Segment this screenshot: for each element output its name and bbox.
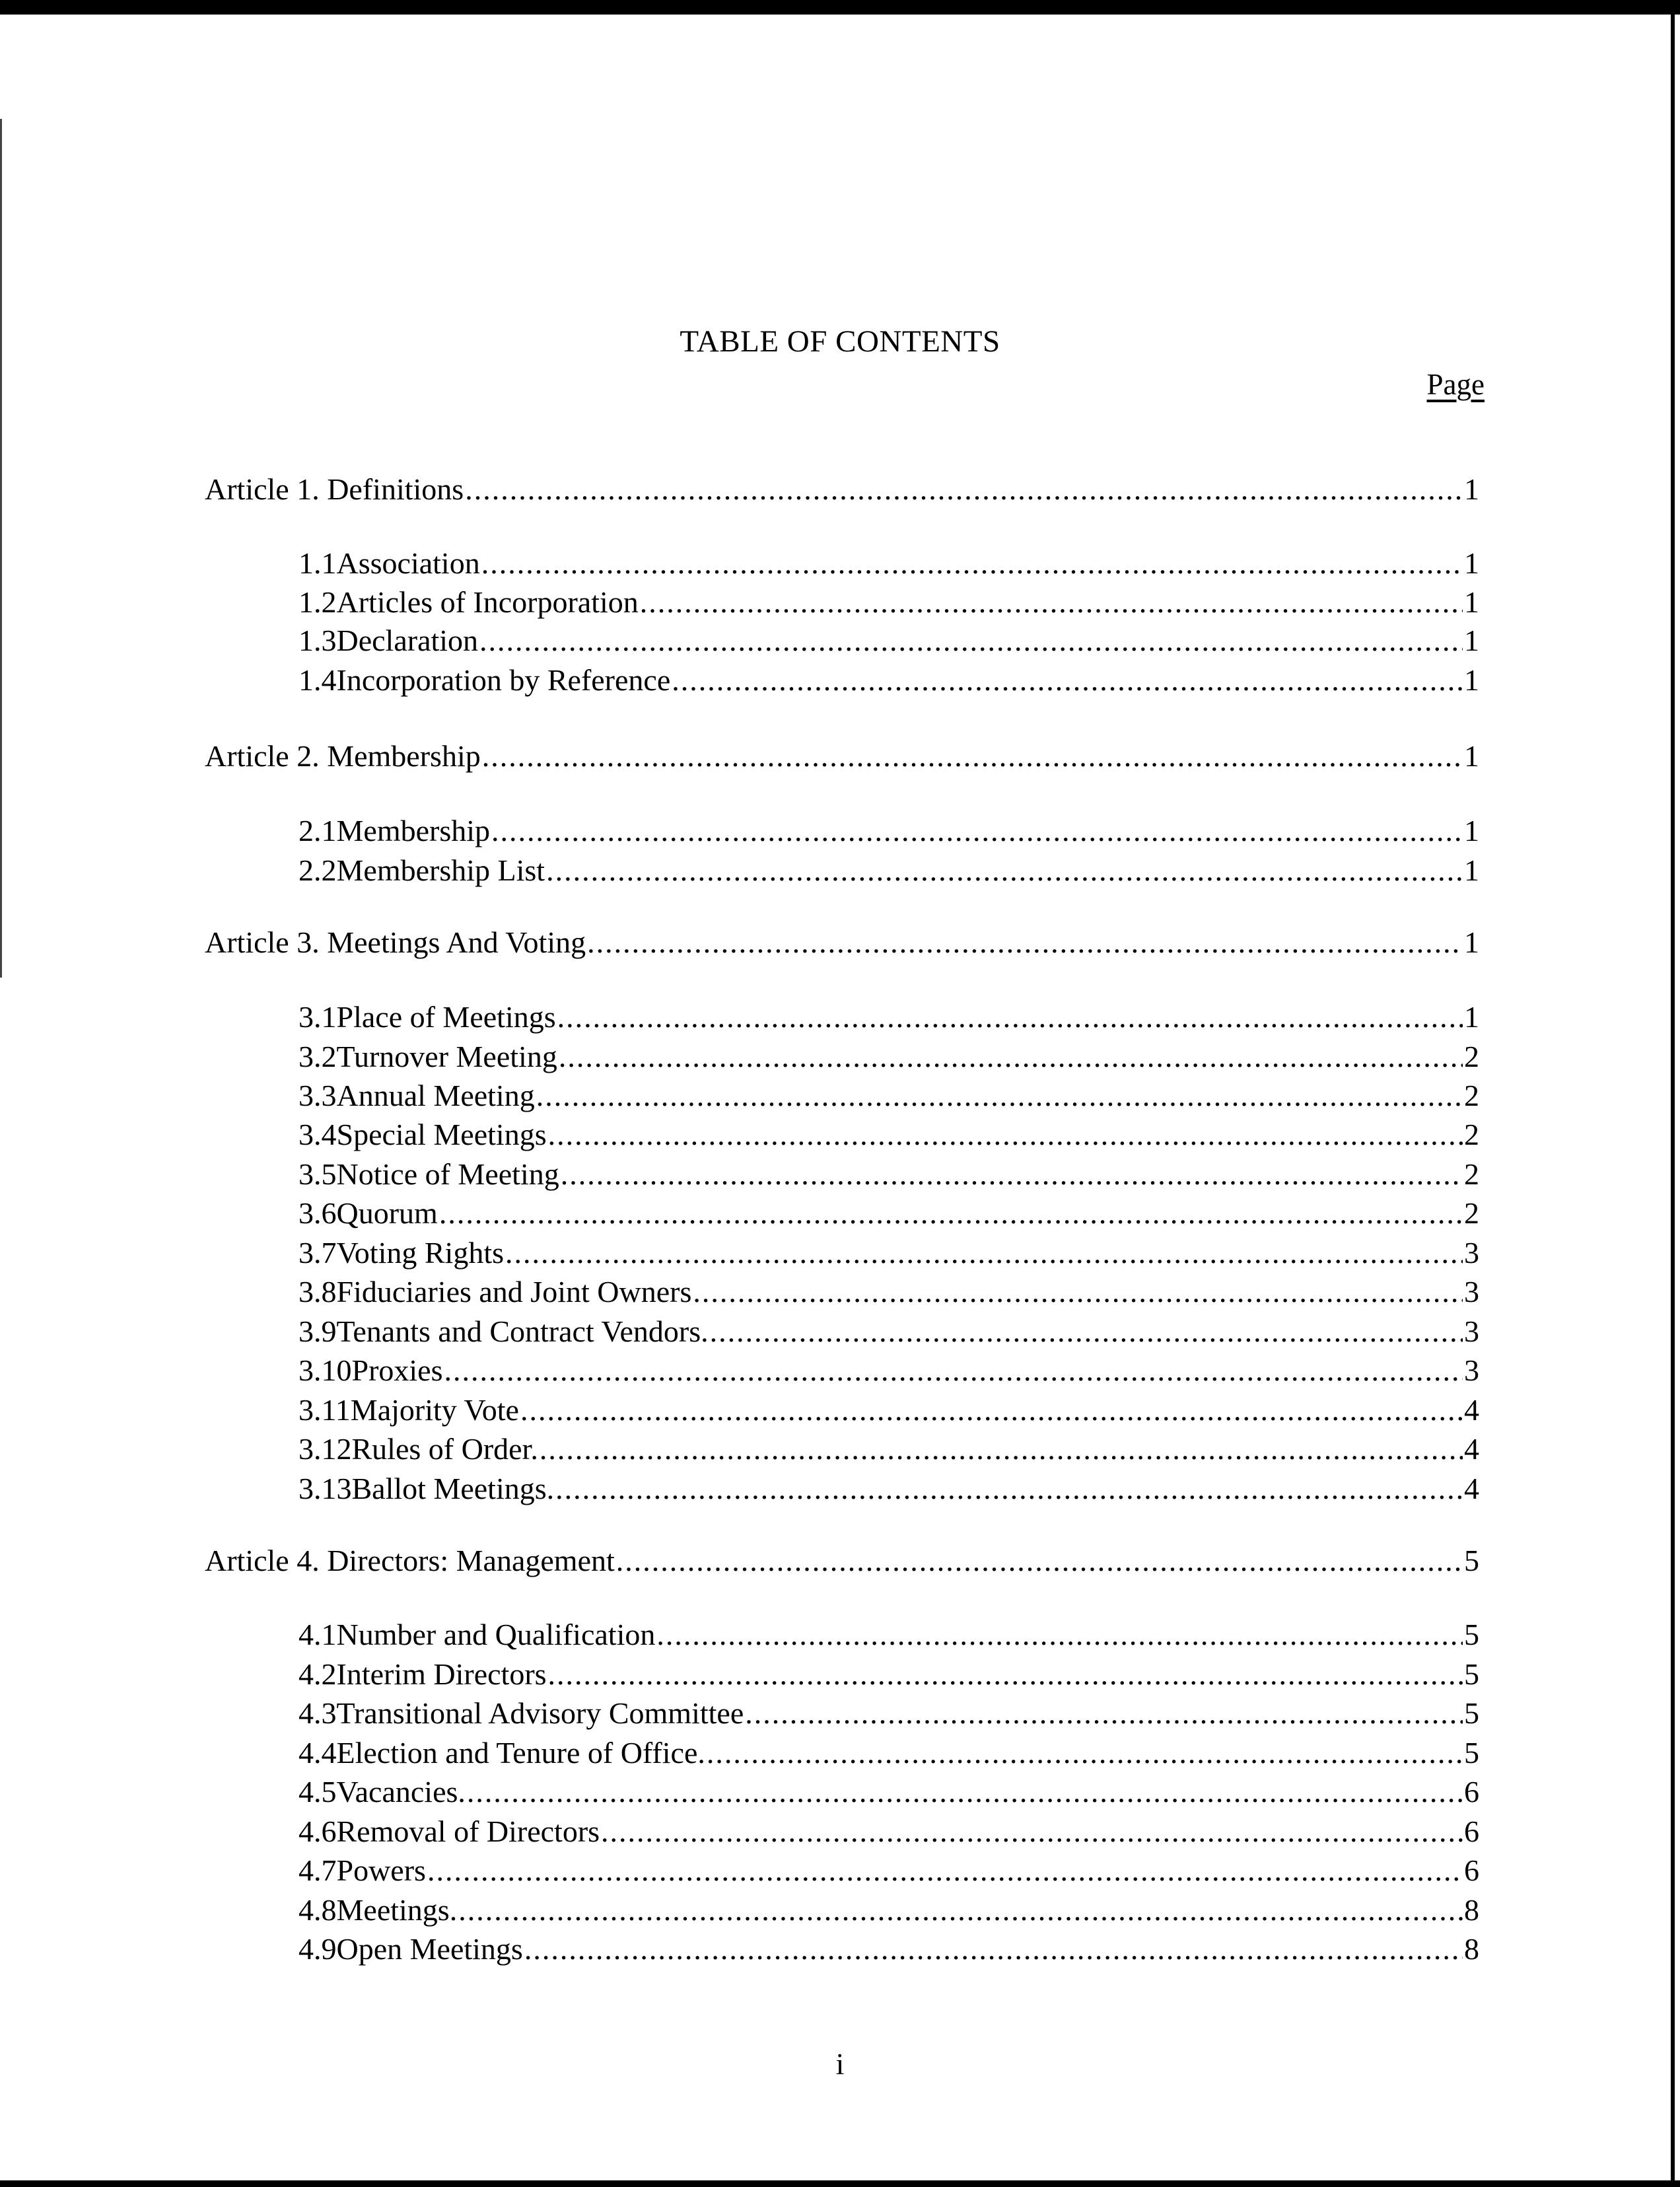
toc-article-entry — [205, 1542, 1479, 1580]
toc-entry-title: Majority Vote — [350, 1393, 519, 1427]
dot-leader — [548, 1655, 1463, 1694]
toc-section-number: 1.3 — [298, 624, 337, 657]
toc-section-entry — [298, 1616, 1479, 1654]
toc-page-number: 1 — [1464, 925, 1479, 959]
toc-section-number: 3.4 — [298, 1118, 337, 1151]
toc-page-number: 5 — [1464, 1696, 1479, 1730]
dot-leader — [561, 1155, 1463, 1194]
toc-section-number: 3.10 — [298, 1353, 352, 1387]
page-number-footer: i — [835, 2047, 845, 2081]
toc-section-entry — [298, 1351, 1479, 1390]
dot-leader — [491, 812, 1463, 850]
dot-leader — [710, 1312, 1463, 1351]
toc-page-number: 8 — [1464, 1932, 1479, 1966]
dot-leader — [707, 1734, 1463, 1772]
toc-section-number: 4.6 — [298, 1814, 337, 1848]
dot-leader — [745, 1694, 1463, 1733]
toc-section-number: 3.13 — [298, 1472, 352, 1505]
dot-leader — [505, 1234, 1463, 1272]
dot-leader — [465, 470, 1463, 509]
toc-article-entry — [205, 470, 1479, 509]
toc-entry-title: Turnover Meeting — [336, 1040, 557, 1073]
toc-entry-title: Article 1. Definitions — [205, 472, 464, 506]
toc-entry-title: Interim Directors — [336, 1657, 547, 1691]
toc-page-number: 4 — [1464, 1432, 1479, 1466]
toc-section-entry — [298, 1470, 1479, 1508]
toc-page-number: 1 — [1464, 624, 1479, 657]
toc-entry-title: Tenants and Contract Vendors. — [336, 1314, 709, 1348]
toc-entry-title: Removal of Directors — [336, 1814, 600, 1848]
toc-section-number: 4.7 — [298, 1853, 337, 1887]
toc-entry-title: Fiduciaries and Joint Owners — [336, 1275, 692, 1309]
toc-section-number: 4.4 — [298, 1736, 337, 1770]
toc-section-entry — [298, 1391, 1479, 1429]
dot-leader — [482, 737, 1463, 775]
toc-entry-title: Declaration — [336, 624, 479, 657]
dot-leader — [536, 1077, 1463, 1115]
dot-leader — [444, 1351, 1463, 1390]
toc-page-number: 1 — [1464, 585, 1479, 619]
toc-page-number: 1 — [1464, 472, 1479, 506]
toc-page-number: 1 — [1464, 853, 1479, 887]
toc-page-number: 3 — [1464, 1314, 1479, 1348]
toc-entry-title: Ballot Meetings. — [351, 1472, 555, 1505]
dot-leader — [520, 1391, 1463, 1429]
toc-section-entry — [298, 1655, 1479, 1694]
dot-leader — [616, 1542, 1463, 1580]
toc-section-number: 3.1 — [298, 1000, 337, 1034]
dot-leader — [656, 1616, 1463, 1654]
page-column-heading: Page — [1426, 368, 1485, 401]
toc-page-number: 4 — [1464, 1393, 1479, 1427]
dot-leader — [672, 661, 1463, 699]
toc-entry-title: Quorum — [336, 1196, 438, 1230]
toc-entry-title: Election and Tenure of Office. — [336, 1736, 705, 1770]
toc-section-number: 3.6 — [298, 1196, 337, 1230]
toc-article-entry — [205, 737, 1479, 775]
toc-section-entry — [298, 583, 1479, 622]
toc-entry-title: Association — [336, 546, 480, 580]
toc-section-entry — [298, 1773, 1479, 1811]
toc-entry-title: Notice of Meeting — [336, 1157, 559, 1191]
toc-section-number: 4.5 — [298, 1775, 337, 1809]
toc-section-number: 4.8 — [298, 1893, 337, 1927]
toc-entry-title: Open Meetings — [336, 1932, 523, 1966]
toc-page-number: 6 — [1464, 1814, 1479, 1848]
toc-entry-title: Article 2. Membership — [205, 739, 481, 773]
toc-entry-title: Article 4. Directors: Management — [205, 1544, 615, 1577]
toc-page-number: 2 — [1464, 1196, 1479, 1230]
toc-section-entry — [298, 1038, 1479, 1076]
toc-section-entry — [298, 1930, 1479, 1968]
toc-entry-title: Voting Rights — [336, 1236, 504, 1270]
toc-section-number: 4.3 — [298, 1696, 337, 1730]
toc-page-number: 5 — [1464, 1736, 1479, 1770]
toc-entry-title: Membership List — [336, 853, 545, 887]
toc-entry-title: Articles of Incorporation — [336, 585, 639, 619]
toc-section-number: 2.2 — [298, 853, 337, 887]
toc-section-entry — [298, 1312, 1479, 1351]
toc-entry-title: Membership — [336, 814, 491, 847]
toc-section-number: 2.1 — [298, 814, 337, 847]
toc-section-entry — [298, 812, 1479, 850]
toc-section-number: 1.2 — [298, 585, 337, 619]
toc-section-entry — [298, 622, 1479, 660]
toc-section-number: 3.11 — [298, 1393, 351, 1427]
toc-section-entry — [298, 1273, 1479, 1311]
dot-leader — [587, 923, 1463, 962]
dot-leader — [555, 1470, 1463, 1508]
dot-leader — [439, 1194, 1463, 1233]
toc-entry-title: Transitional Advisory Committee — [336, 1696, 744, 1730]
toc-section-entry — [298, 998, 1479, 1036]
toc-section-number: 3.5 — [298, 1157, 337, 1191]
toc-entry-title: Rules of Order. — [351, 1432, 538, 1466]
toc-entry-title: Special Meetings — [336, 1118, 547, 1151]
toc-section-entry — [298, 1851, 1479, 1890]
dot-leader — [557, 998, 1463, 1036]
toc-section-number: 3.7 — [298, 1236, 337, 1270]
toc-section-entry — [298, 1234, 1479, 1272]
dot-leader — [427, 1851, 1463, 1890]
toc-page-number: 2 — [1464, 1040, 1479, 1073]
toc-article-entry — [205, 923, 1479, 962]
toc-section-number: 3.12 — [298, 1432, 352, 1466]
toc-page-number: 4 — [1464, 1472, 1479, 1505]
dot-leader — [546, 851, 1463, 890]
toc-section-number: 1.1 — [298, 546, 337, 580]
toc-section-entry — [298, 851, 1479, 890]
page-title: TABLE OF CONTENTS — [680, 324, 1000, 359]
toc-section-entry — [298, 1812, 1479, 1851]
toc-entry-title: Annual Meeting — [336, 1079, 535, 1112]
toc-page-number: 3 — [1464, 1353, 1479, 1387]
toc-page-number: 6 — [1464, 1775, 1479, 1809]
toc-section-entry — [298, 1694, 1479, 1733]
toc-page-number: 2 — [1464, 1157, 1479, 1191]
toc-entry-title: Powers — [336, 1853, 426, 1887]
dot-leader — [693, 1273, 1463, 1311]
toc-section-entry — [298, 1155, 1479, 1194]
dot-leader — [559, 1038, 1463, 1076]
dot-leader — [481, 544, 1463, 583]
toc-page-number: 5 — [1464, 1657, 1479, 1691]
toc-page-number: 3 — [1464, 1275, 1479, 1309]
toc-section-entry — [298, 1116, 1479, 1154]
dot-leader — [479, 622, 1463, 660]
toc-section-entry — [298, 1194, 1479, 1233]
toc-entry-title: Number and Qualification — [336, 1618, 656, 1651]
toc-page-number: 6 — [1464, 1853, 1479, 1887]
dot-leader — [524, 1930, 1463, 1968]
dot-leader — [640, 583, 1463, 622]
toc-section-number: 4.9 — [298, 1932, 337, 1966]
toc-entry-title: Vacancies. — [336, 1775, 466, 1809]
dot-leader — [540, 1430, 1463, 1468]
dot-leader — [458, 1891, 1463, 1929]
toc-section-number: 4.1 — [298, 1618, 337, 1651]
toc-page-number: 8 — [1464, 1893, 1479, 1927]
toc-page-number: 1 — [1464, 546, 1479, 580]
toc-page-number: 2 — [1464, 1118, 1479, 1151]
toc-section-number: 4.2 — [298, 1657, 337, 1691]
toc-section-number: 3.2 — [298, 1040, 337, 1073]
toc-page-number: 5 — [1464, 1544, 1479, 1577]
dot-leader — [601, 1812, 1463, 1851]
toc-section-entry — [298, 1734, 1479, 1772]
toc-section-entry — [298, 1891, 1479, 1929]
toc-page-number: 1 — [1464, 739, 1479, 773]
toc-section-number: 3.3 — [298, 1079, 337, 1112]
dot-leader — [548, 1116, 1463, 1154]
toc-section-entry — [298, 1077, 1479, 1115]
toc-page-number: 1 — [1464, 663, 1479, 697]
toc-entry-title: Incorporation by Reference — [336, 663, 671, 697]
toc-section-number: 3.8 — [298, 1275, 337, 1309]
toc-entry-title: Proxies — [351, 1353, 443, 1387]
toc-section-entry — [298, 1430, 1479, 1468]
dot-leader — [467, 1773, 1463, 1811]
toc-page-number: 2 — [1464, 1079, 1479, 1112]
toc-entry-title: Article 3. Meetings And Voting — [205, 925, 586, 959]
toc-section-number: 3.9 — [298, 1314, 337, 1348]
toc-section-entry — [298, 661, 1479, 699]
toc-section-entry — [298, 544, 1479, 583]
toc-page-number: 1 — [1464, 814, 1479, 847]
toc-entry-title: Meetings. — [336, 1893, 458, 1927]
toc-page-number: 5 — [1464, 1618, 1479, 1651]
toc-page-number: 1 — [1464, 1000, 1479, 1034]
toc-section-number: 1.4 — [298, 663, 337, 697]
toc-entry-title: Place of Meetings — [336, 1000, 556, 1034]
toc-page-number: 3 — [1464, 1236, 1479, 1270]
